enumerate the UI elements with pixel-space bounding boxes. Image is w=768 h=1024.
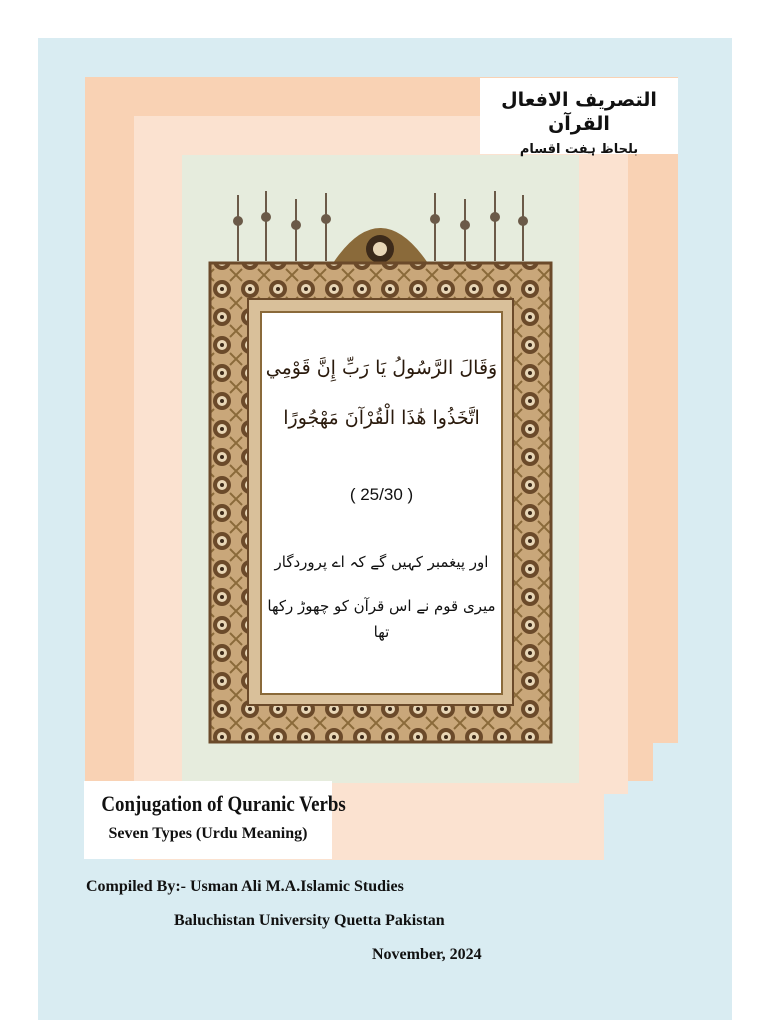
publication-date: November, 2024 [372, 946, 482, 963]
verse-line-1: وَقَالَ الرَّسُولُ يَا رَبِّ إِنَّ قَوْمِي [265, 357, 498, 379]
compiled-by: Compiled By:- Usman Ali M.A.Islamic Studies [86, 878, 404, 895]
verse-panel [260, 311, 503, 695]
verse-line-2: اتَّخَذُوا هَٰذَا الْقُرْآنَ مَهْجُورًا [283, 407, 480, 429]
urdu-meaning-line-2: میری قوم نے اس قرآن کو چھوڑ رکھا تھا [267, 597, 496, 641]
english-title: Conjugation of Quranic Verbs [101, 791, 346, 816]
urdu-meaning-line-1: اور پیغمبر کہیں گے کہ اے پروردگار [274, 553, 489, 571]
university: Baluchistan University Quetta Pakistan [174, 912, 445, 929]
urdu-subtitle: بلحاظ ہفت اقسام [519, 142, 639, 157]
english-subtitle: Seven Types (Urdu Meaning) [108, 825, 308, 842]
english-title-box [84, 781, 346, 859]
urdu-title-box [480, 78, 678, 157]
verse-reference: ( 25/30 ) [349, 485, 414, 504]
urdu-title: التصریف الافعال القرآن [501, 89, 657, 135]
